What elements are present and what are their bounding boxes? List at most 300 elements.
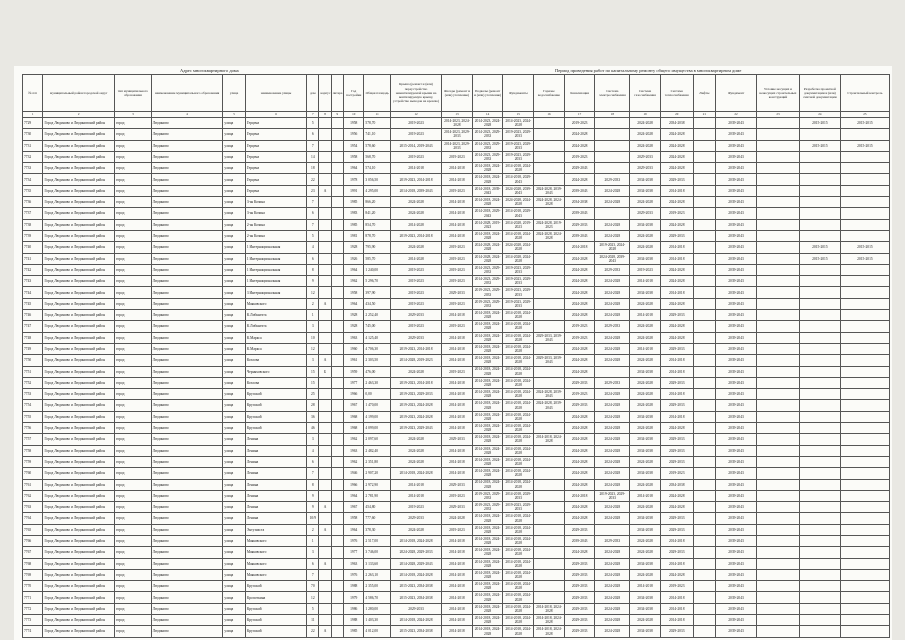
table-cell [840, 434, 889, 445]
table-cell: улица [223, 592, 245, 603]
table-cell: Город Людиново и Людиновский район [43, 389, 115, 400]
table-cell: 2039-2043 [716, 479, 757, 490]
table-cell: 2014-2018 [442, 163, 473, 174]
table-cell: 2024-2028 [595, 411, 630, 422]
table-cell: Ленина [245, 456, 306, 467]
table-cell: 2039-2043 [716, 185, 757, 196]
table-cell: 2014-2028, 2024-2028 [503, 253, 534, 264]
table-cell [534, 423, 565, 434]
table-row [23, 423, 890, 434]
table-cell [693, 626, 715, 637]
table-cell: 46 [307, 423, 319, 434]
table-cell: Ленина [245, 513, 306, 524]
table-cell: 2024-2028 [660, 163, 693, 174]
table-cell [799, 197, 840, 208]
table-cell [799, 366, 840, 377]
table-cell: 2 [307, 298, 319, 309]
table-cell: 2024-2028, 2039-2043 [534, 400, 565, 411]
table-cell: Крупской [245, 423, 306, 434]
table-cell [331, 389, 343, 400]
table-cell: 7733 [23, 163, 43, 174]
table-cell [319, 569, 331, 580]
table-cell: Козлова [245, 377, 306, 388]
table-row [23, 264, 890, 275]
table-cell [331, 253, 343, 264]
table-cell: 3 [307, 321, 319, 332]
table-cell [319, 287, 331, 298]
table-cell: 7 [307, 140, 319, 151]
table-cell [534, 118, 565, 129]
table-cell: 2024-2028 [595, 332, 630, 343]
table-cell: Людиново [151, 603, 223, 614]
table-cell: 2029-2033 [660, 524, 693, 535]
table-cell: 2029-2033 [564, 581, 595, 592]
table-cell: 2024-2028 [595, 400, 630, 411]
table-cell [319, 129, 331, 140]
table-cell: 1954 [343, 140, 363, 151]
table-cell: 2014-2018 [442, 581, 473, 592]
table-cell [799, 535, 840, 546]
table-cell: 2024-2028 [595, 389, 630, 400]
table-cell [799, 276, 840, 287]
table-cell: 12 [307, 287, 319, 298]
table-cell: 2024-2028 [630, 377, 661, 388]
table-cell: 2024-2028 [630, 140, 661, 151]
table-cell: Город Людиново и Людиновский район [43, 569, 115, 580]
table-row [23, 490, 890, 501]
table-cell: Маяковского [245, 558, 306, 569]
table-cell: Город Людиново и Людиновский район [43, 208, 115, 219]
table-cell: 2014-2018, 2024-2028 [472, 524, 503, 535]
column-header: Общая площадь [364, 75, 391, 112]
table-cell: 2024-2028 [595, 276, 630, 287]
table-cell: А [319, 185, 331, 196]
table-cell: 2-ая Козина [245, 230, 306, 241]
table-cell: 2014-2018, 2024-2028 [503, 434, 534, 445]
table-cell: Город Людиново и Людиновский район [43, 434, 115, 445]
table-cell: Город Людиново и Людиновский район [43, 151, 115, 162]
table-cell: 2014-2023, 2029-2033 [472, 151, 503, 162]
table-cell [534, 310, 565, 321]
table-cell [693, 456, 715, 467]
table-cell [319, 468, 331, 479]
table-cell [534, 535, 565, 546]
table-cell: 1977 [343, 377, 363, 388]
table-cell: 2019-2023 [442, 185, 473, 196]
table-cell [693, 445, 715, 456]
table-cell: 1962 [343, 434, 363, 445]
table-cell [534, 547, 565, 558]
table-cell: Город Людиново и Людиновский район [43, 230, 115, 241]
table-cell [840, 310, 889, 321]
table-cell: 2039-2043 [716, 434, 757, 445]
table-cell: Крупской [245, 615, 306, 626]
table-cell [799, 264, 840, 275]
table-cell [534, 129, 565, 140]
table-cell [534, 377, 565, 388]
table-cell: 568,70 [364, 151, 391, 162]
table-cell: 2014-2018, 2024-2028 [472, 332, 503, 343]
table-row [23, 332, 890, 343]
table-cell: 2019-2023, 2029-2033 [472, 287, 503, 298]
table-cell: 2019-2023 [442, 524, 473, 535]
table-cell: 25 [307, 389, 319, 400]
table-cell: 2029-2033 [660, 456, 693, 467]
table-row [23, 377, 890, 388]
table-cell [799, 230, 840, 241]
table-cell [756, 276, 799, 287]
table-cell [331, 140, 343, 151]
table-cell: 2014-2018 [442, 219, 473, 230]
table-cell [840, 615, 889, 626]
table-cell: 2014-2018 [442, 603, 473, 614]
table-cell: 2014-2018 [660, 603, 693, 614]
table-cell: 7746 [23, 310, 43, 321]
table-cell [693, 615, 715, 626]
column-number: 1 [23, 112, 43, 118]
table-cell: 1961 [343, 355, 363, 366]
table-cell: Людиново [151, 321, 223, 332]
table-cell: 2014-2018 [660, 411, 693, 422]
table-cell: 2039-2043 [716, 197, 757, 208]
table-cell [331, 558, 343, 569]
table-cell [331, 502, 343, 513]
table-cell: 2019-2023, 2029-2033 [391, 389, 442, 400]
table-cell: 2029-2033 [391, 513, 442, 524]
table-cell [331, 592, 343, 603]
table-cell: 1985 [343, 219, 363, 230]
table-cell [534, 163, 565, 174]
table-cell [319, 513, 331, 524]
table-cell: Людиново [151, 151, 223, 162]
table-cell: 2039-2043 [716, 174, 757, 185]
table-row [23, 174, 890, 185]
table-cell: 2024-2028 [630, 547, 661, 558]
column-header: Горячее водоснабжение [534, 75, 565, 112]
table-cell [756, 310, 799, 321]
table-cell: 2014-2018, 2024-2028 [503, 615, 534, 626]
table-cell: 2024-2028 [595, 355, 630, 366]
table-cell: Людиново [151, 456, 223, 467]
table-cell [534, 569, 565, 580]
table-cell: улица [223, 411, 245, 422]
column-number: 20 [660, 112, 693, 118]
table-cell: город [115, 230, 152, 241]
table-cell: 2014-2018, 2024-2028 [472, 615, 503, 626]
table-cell: город [115, 468, 152, 479]
table-cell: улица [223, 230, 245, 241]
table-cell: город [115, 535, 152, 546]
table-cell: Людиново [151, 626, 223, 637]
table-cell: 12 [307, 343, 319, 354]
table-cell: Людиново [151, 185, 223, 196]
table-cell: 2029-2033 [564, 524, 595, 535]
table-cell: 2029-2033 [660, 626, 693, 637]
table-cell: 4 125,40 [364, 332, 391, 343]
table-cell: 3 056,50 [364, 174, 391, 185]
table-cell: Людиново [151, 253, 223, 264]
table-cell: 2039-2043 [716, 310, 757, 321]
table-cell: Ленина [245, 445, 306, 456]
table-cell: Город Людиново и Людиновский район [43, 468, 115, 479]
table-cell: 2014-2018, 2029-2033 [503, 490, 534, 501]
table-cell: 2014-2018 [442, 411, 473, 422]
table-cell [319, 332, 331, 343]
table-cell [595, 366, 630, 377]
table-cell [331, 513, 343, 524]
table-cell: Энтузиаста [245, 524, 306, 535]
table-cell: Маяковского [245, 547, 306, 558]
table-cell: 2029-2033, 2039-2043 [534, 332, 565, 343]
table-cell: 7731 [23, 140, 43, 151]
table-row [23, 355, 890, 366]
table-cell: 2034-2038 [630, 174, 661, 185]
table-cell: 2014-2028, 2029-2043 [391, 558, 442, 569]
table-cell: 2029-2033 [660, 400, 693, 411]
table-cell: 2014-2018 [442, 343, 473, 354]
table-cell [756, 355, 799, 366]
table-cell [534, 366, 565, 377]
table-cell: Людиново [151, 343, 223, 354]
table-cell: 2024-2028 [391, 434, 442, 445]
table-cell [319, 276, 331, 287]
table-cell [534, 298, 565, 309]
table-cell: 1963 [343, 445, 363, 456]
table-cell: А [319, 558, 331, 569]
table-cell [756, 343, 799, 354]
table-cell: 2014-2018, 2024-2028 [391, 468, 442, 479]
table-cell: 2024-2028 [564, 355, 595, 366]
table-cell [840, 569, 889, 580]
table-cell: улица [223, 581, 245, 592]
table-cell: город [115, 411, 152, 422]
table-cell: 2024-2028 [630, 615, 661, 626]
table-cell: 7766 [23, 535, 43, 546]
table-cell: 2034-2038 [630, 411, 661, 422]
table-cell: 7741 [23, 253, 43, 264]
table-cell: улица [223, 343, 245, 354]
table-cell: улица [223, 129, 245, 140]
table-cell: 2024-2028 [564, 423, 595, 434]
table-cell: 9 [307, 490, 319, 501]
table-cell: Город Людиново и Людиновский район [43, 445, 115, 456]
table-cell [319, 197, 331, 208]
table-cell: Людиново [151, 445, 223, 456]
table-cell: Людиново [151, 490, 223, 501]
table-cell: 28 [307, 400, 319, 411]
table-cell: 2039-2043 [716, 513, 757, 524]
table-cell: Людиново [151, 174, 223, 185]
table-cell: 2019-2023, 2014-2018 [391, 230, 442, 241]
register-table [22, 74, 890, 638]
table-cell: город [115, 242, 152, 253]
table-cell: 2015-2014, 2019-2043 [391, 140, 442, 151]
table-cell: 2019-2023 [391, 287, 442, 298]
table-cell: улица [223, 535, 245, 546]
table-cell: 1967 [343, 502, 363, 513]
table-cell: 2014-2018, 2024-2028 [472, 377, 503, 388]
table-cell: Крупской [245, 626, 306, 637]
table-cell: 2014-2018 [442, 558, 473, 569]
table-row [23, 253, 890, 264]
table-cell: 6 [307, 253, 319, 264]
table-cell [331, 174, 343, 185]
table-cell: 10/9 [307, 513, 319, 524]
table-cell: 2029-2033 [660, 445, 693, 456]
table-cell: 2014-2018 [660, 185, 693, 196]
table-cell: улица [223, 163, 245, 174]
table-cell: 2019-2023 [442, 264, 473, 275]
table-cell: К.Либкнехта [245, 310, 306, 321]
table-cell: 574,10 [364, 163, 391, 174]
table-cell: 2024-2028 [660, 490, 693, 501]
table-cell: 7771 [23, 592, 43, 603]
column-header: тип муниципального образования [115, 75, 152, 112]
table-cell [840, 321, 889, 332]
table-cell [319, 377, 331, 388]
table-cell [840, 332, 889, 343]
table-cell: 7765 [23, 524, 43, 535]
table-cell: 397,90 [364, 287, 391, 298]
table-cell: 2014-2018, 2024-2028 [472, 603, 503, 614]
table-row [23, 592, 890, 603]
table-cell: 1967 [343, 400, 363, 411]
table-cell: 2 517,00 [364, 535, 391, 546]
table-cell: 2024-2028 [630, 242, 661, 253]
table-cell: 2029-2033 [564, 219, 595, 230]
table-row [23, 569, 890, 580]
table-cell: 2039-2043 [716, 253, 757, 264]
table-cell [799, 400, 840, 411]
table-cell: 1976 [343, 569, 363, 580]
table-cell [693, 581, 715, 592]
table-cell [693, 547, 715, 558]
table-cell [319, 151, 331, 162]
table-cell: 2029-2033 [595, 174, 630, 185]
table-cell [799, 434, 840, 445]
table-cell: 2014-2018, 2024-2028 [472, 456, 503, 467]
table-cell: 7754 [23, 400, 43, 411]
table-cell: 2014-2018, 2024-2028 [472, 197, 503, 208]
table-cell: 0,00 [364, 389, 391, 400]
table-cell: 2024-2028 [595, 626, 630, 637]
table-cell: 2014-2018 [442, 468, 473, 479]
table-cell: 2029-2033 [630, 163, 661, 174]
table-cell: 2015-2015 [799, 242, 840, 253]
table-cell [756, 592, 799, 603]
table-cell: 434,50 [364, 298, 391, 309]
table-cell: 2 263,10 [364, 569, 391, 580]
table-cell [756, 174, 799, 185]
table-cell: 2029-2033 [630, 151, 661, 162]
table-cell: 2039-2043 [716, 219, 757, 230]
table-cell: город [115, 264, 152, 275]
table-cell: улица [223, 366, 245, 377]
table-cell: 2024-2028 [595, 479, 630, 490]
table-cell: 22 [307, 174, 319, 185]
table-cell [693, 321, 715, 332]
table-cell [693, 434, 715, 445]
table-cell: 2029-2033 [564, 615, 595, 626]
table-cell [693, 468, 715, 479]
table-cell [693, 163, 715, 174]
table-cell: 7747 [23, 321, 43, 332]
table-cell [331, 264, 343, 275]
table-cell: 2019-2023 [391, 151, 442, 162]
table-cell: 2014-2023, 2024-2028 [442, 118, 473, 129]
table-cell: 2014-2018, 2024-2028 [503, 310, 534, 321]
table-cell: Город Людиново и Людиновский район [43, 298, 115, 309]
table-cell [799, 513, 840, 524]
table-cell: 2014-2018 [442, 592, 473, 603]
table-cell [756, 208, 799, 219]
table-cell: город [115, 377, 152, 388]
table-cell [756, 434, 799, 445]
table-cell [693, 118, 715, 129]
table-cell: 11 [307, 615, 319, 626]
table-cell: К.Маркса [245, 343, 306, 354]
table-cell: Людиново [151, 569, 223, 580]
table-cell: 2014-2018 [442, 445, 473, 456]
table-cell: 2019-2023, 2029-2033 [503, 287, 534, 298]
table-cell [319, 479, 331, 490]
table-cell: 2029-2033 [564, 400, 595, 411]
table-cell: 2 [307, 524, 319, 535]
table-cell: 7742 [23, 264, 43, 275]
table-cell: 2024-2028 [564, 264, 595, 275]
table-cell: Город Людиново и Людиновский район [43, 547, 115, 558]
table-cell: 1 Интернациональная [245, 242, 306, 253]
table-cell [799, 547, 840, 558]
table-cell: улица [223, 310, 245, 321]
table-cell: 2024-2028, 2039-2043 [595, 253, 630, 264]
table-cell: Город Людиново и Людиновский район [43, 423, 115, 434]
table-cell: 2014-2018 [660, 558, 693, 569]
table-cell: 2019-2023 [442, 366, 473, 377]
table-row [23, 151, 890, 162]
table-cell [799, 151, 840, 162]
table-cell: город [115, 163, 152, 174]
table-cell: улица [223, 140, 245, 151]
table-cell: 2024-2028 [630, 423, 661, 434]
table-cell: 2029-2043 [564, 163, 595, 174]
table-cell [534, 502, 565, 513]
table-cell [534, 524, 565, 535]
table-cell: 2029-2033 [595, 264, 630, 275]
table-cell: 2024-2028 [660, 197, 693, 208]
table-cell: 2039-2043 [564, 208, 595, 219]
table-cell [756, 423, 799, 434]
table-cell: 2015-2015 [840, 140, 889, 151]
table-cell [534, 151, 565, 162]
table-cell [840, 129, 889, 140]
table-cell: 2014-2018, 2024-2028 [503, 445, 534, 456]
table-cell: улица [223, 490, 245, 501]
table-cell [756, 603, 799, 614]
table-cell: 3-ая Козина [245, 197, 306, 208]
table-cell: 2019-2023, 2029-2033 [595, 490, 630, 501]
table-cell: 1958 [343, 287, 363, 298]
table-cell [756, 287, 799, 298]
table-cell: 2039-2043 [716, 569, 757, 580]
table-cell: 10 [307, 332, 319, 343]
table-cell: Людиново [151, 377, 223, 388]
table-cell: улица [223, 479, 245, 490]
table-cell: 2014-2018 [660, 355, 693, 366]
table-cell: 2024-2028 [630, 569, 661, 580]
table-cell: 2029-2033 [595, 377, 630, 388]
table-cell: 2024-2028 [595, 603, 630, 614]
